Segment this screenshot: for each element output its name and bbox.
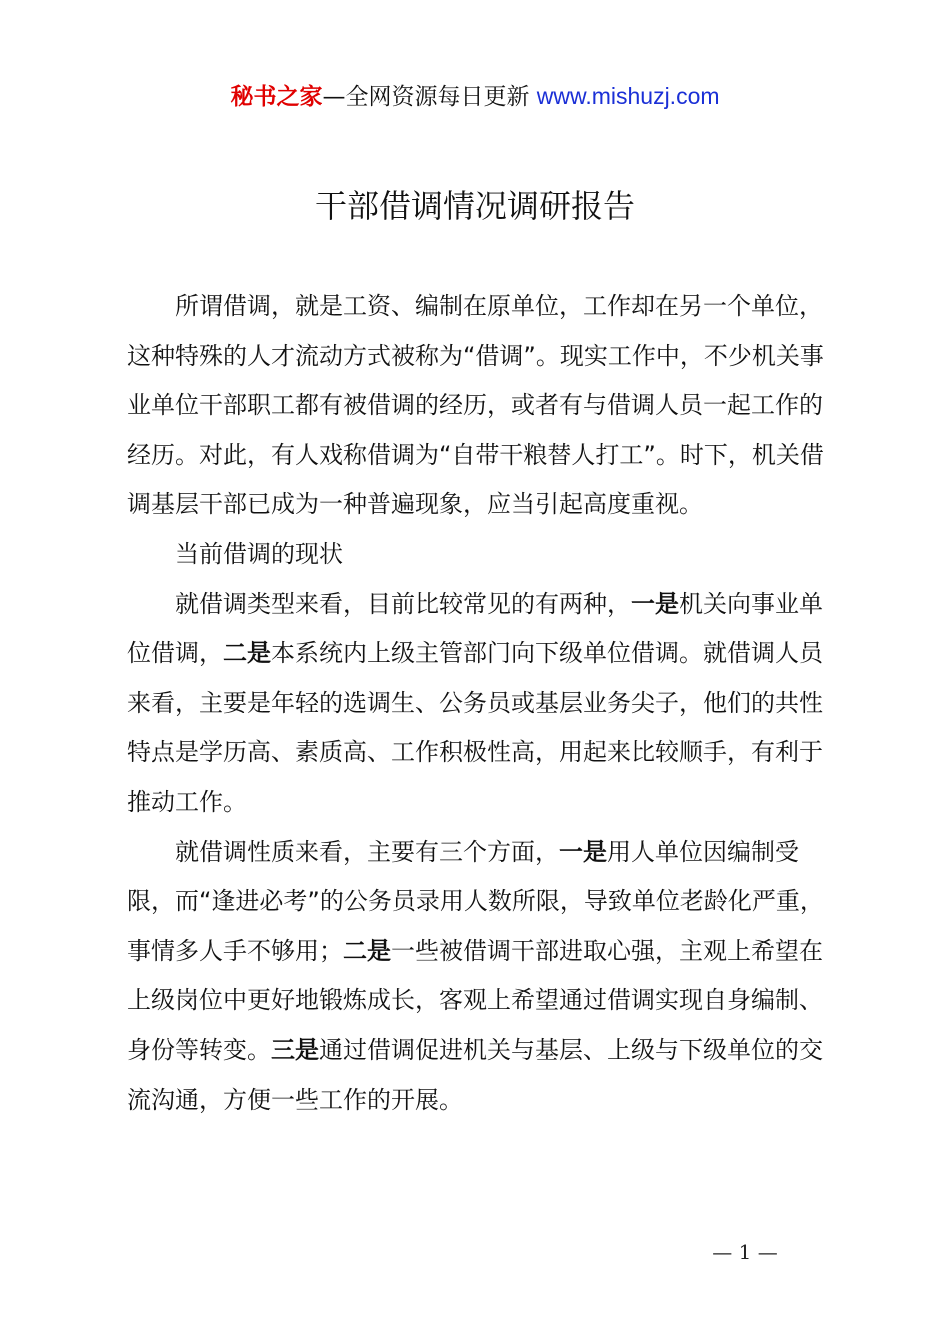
bold-marker: 三是 xyxy=(271,1035,319,1064)
page-number: — 1 — xyxy=(712,1240,778,1264)
document-body xyxy=(127,282,827,1125)
bold-marker: 二是 xyxy=(343,936,391,965)
paragraph-nature xyxy=(127,828,827,1126)
document-title: 干部借调情况调研报告 xyxy=(314,187,635,225)
section-heading: 当前借调的现状 xyxy=(175,539,343,568)
bold-marker: 二是 xyxy=(223,639,271,668)
paragraph-text: 通过借调促进机关与基层、上级与下级单位的交流沟通，方便一些工作的开展。 xyxy=(127,1035,823,1114)
paragraph-text: 就借调类型来看，目前比较常见的有两种， xyxy=(175,589,631,618)
header-tagline: —全网资源每日更新 xyxy=(322,84,530,110)
paragraph-text: 用人单位因编制受限，而“逢进必考”的公务员录用人数所限，导致单位老龄化严重，事情多人手不够用； xyxy=(127,837,824,965)
brand-name: 秘书之家 xyxy=(230,84,323,110)
paragraph-text: 本系统内上级主管部门向下级单位借调。就借调人员来看，主要是年轻的选调生、公务员或基层业务尖子，他们的共性特点是学历高、素质高、工作积极性高，用起来比较顺手，有利于推动工作。 xyxy=(127,639,823,816)
paragraph-text: 就借调性质来看，主要有三个方面， xyxy=(175,837,559,866)
page-header xyxy=(0,80,950,113)
paragraph-intro: 所谓借调，就是工资、编制在原单位，工作却在另一个单位，这种特殊的人才流动方式被称为“借调”。现实工作中，不少机关事业单位干部职工都有被借调的经历，或者有与借调人员一起工作的经历。对此，有人戏称借调为“自带干粮替人打工”。时下，机关借调基层干部已成为一种普遍现象，应当引起高度重视。 xyxy=(127,292,824,519)
bold-marker: 一是 xyxy=(559,837,607,866)
paragraph-text: 机关向事业单位借调， xyxy=(127,589,823,668)
paragraph-text: 一些被借调干部进取心强，主观上希望在上级岗位中更好地锻炼成长，客观上希望通过借调实现自身编制、身份等转变。 xyxy=(127,936,823,1064)
paragraph-types xyxy=(127,580,827,828)
site-link[interactable]: www.mishuzj.com xyxy=(536,83,720,109)
bold-marker: 一是 xyxy=(631,589,679,618)
